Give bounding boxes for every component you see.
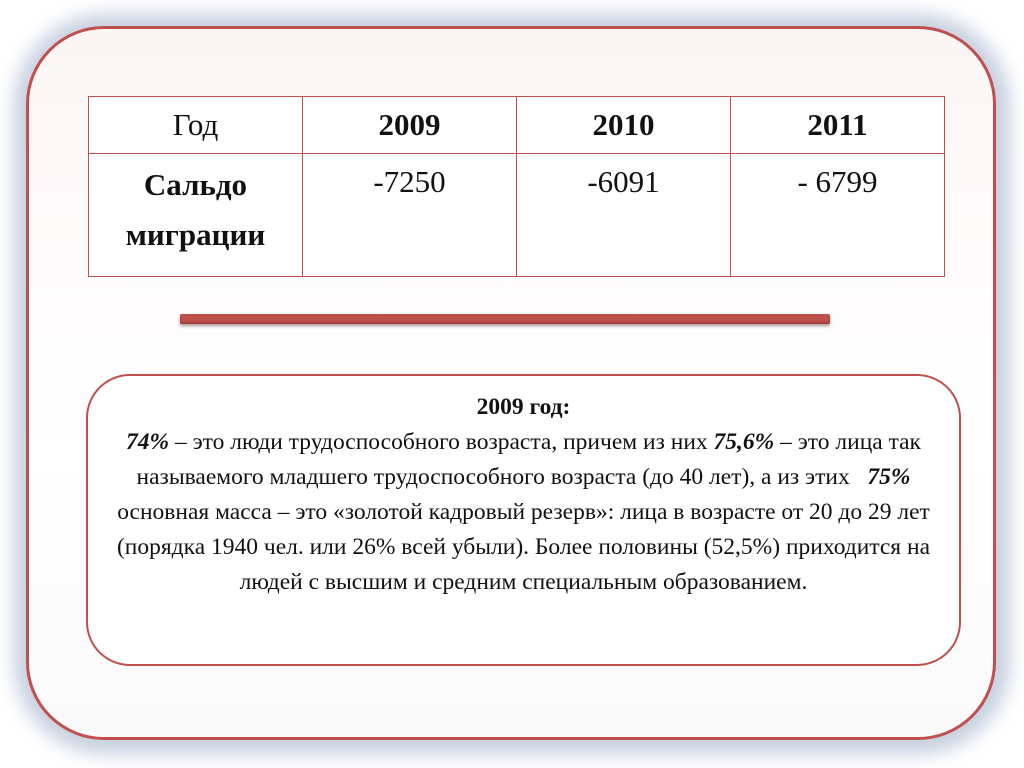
header-cell-year: Год [89, 97, 303, 154]
value-cell-2009: -7250 [303, 154, 517, 277]
row-label-line2: миграции [125, 217, 266, 252]
header-cell-2009: 2009 [303, 97, 517, 154]
migration-table [88, 96, 945, 277]
table-header-row [89, 97, 945, 154]
note-body [112, 425, 935, 600]
header-cell-2011: 2011 [731, 97, 945, 154]
value-cell-2011: - 6799 [731, 154, 945, 277]
row-label-line1: Сальдо [143, 167, 248, 202]
note-text-2: – это лица так называемого младшего трудоспособного возраста (до 40 лет), а из этих [136, 429, 927, 490]
table-row [89, 154, 945, 277]
header-cell-2010: 2010 [517, 97, 731, 154]
note-pct-75-6: 75,6% [713, 429, 775, 455]
divider-bar [180, 314, 830, 324]
note-box [86, 374, 961, 666]
row-label-cell [89, 154, 303, 277]
value-cell-2010: -6091 [517, 154, 731, 277]
note-text-3: основная масса – это «золотой кадровый резерв»: лица в возрасте от 20 до 29 лет (порядка 1940 чел. или 26% всей убыли). Более половины (52,5%) приходится на людей с высшим и средним специальным образованием. [116, 499, 931, 595]
note-text-1: – это люди трудоспособного возраста, причем из них [169, 429, 714, 455]
note-pct-74: 74% [126, 429, 170, 455]
note-pct-75: 75% [867, 464, 911, 490]
note-title: 2009 год: [476, 394, 571, 420]
